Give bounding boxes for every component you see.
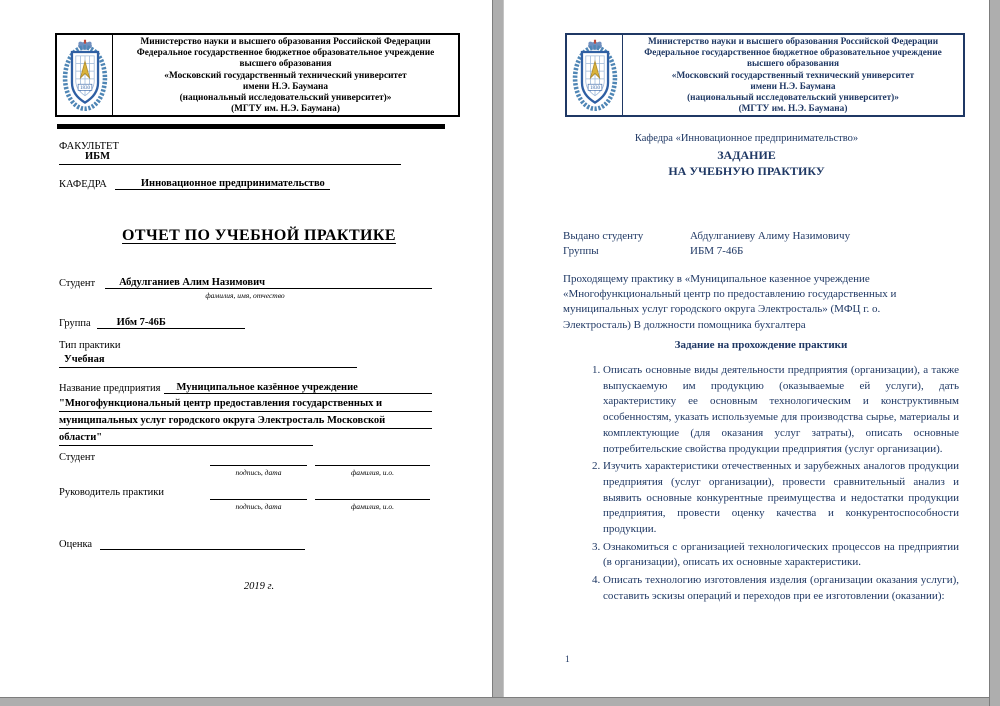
header-line: (национальный исследовательский университет)» — [179, 93, 392, 104]
university-header-text — [113, 35, 458, 115]
grade-row — [59, 536, 305, 550]
tasks-title: Задание на прохождение практики — [674, 339, 848, 351]
task-item: 3. Ознакомиться с организацией технологических процессов на предприятии (в организации), описать их основные характеристики. — [603, 540, 959, 571]
header-line: имени Н.Э. Баумана — [242, 81, 329, 92]
supervisor-signature-line — [210, 486, 307, 500]
signature-hint: подпись, дата — [235, 502, 282, 511]
logo-cell — [57, 35, 113, 115]
faculty-label: ФАКУЛЬТЕТ — [59, 141, 119, 152]
svg-text:1830: 1830 — [589, 86, 600, 92]
report-title-page — [0, 0, 492, 697]
group-row — [59, 315, 245, 329]
header-line: Министерство науки и высшего образования Российской Федерации — [140, 37, 431, 47]
header-line: (МГТУ им. Н.Э. Баумана) — [738, 104, 848, 115]
group-label: Группы — [563, 245, 599, 257]
company-value-line3: муниципальных услуг городского округа Электросталь Московской — [59, 415, 432, 429]
company-label: Название предприятия — [59, 383, 161, 394]
header-line: Федеральное государственное бюджетное образовательное учреждение — [136, 48, 435, 59]
department-label: КАФЕДРА — [59, 179, 107, 190]
university-header-text — [623, 35, 963, 115]
name-hint: фамилия, и.о. — [350, 502, 395, 511]
grade-label: Оценка — [59, 539, 93, 550]
task-item: 2. Изучить характеристики отечественных и зарубежных аналогов продукции предприятия (услуг организации), провести сравнительный анализ и выявить основные конкурентные преимущества и недостатки продукции предприятия, провести оценку качества и конкурентоспособности продукции. — [603, 459, 959, 538]
company-value-line2: "Многофункциональный центр предоставления государственных и — [59, 398, 432, 412]
header-line: (национальный исследовательский университет)» — [687, 93, 899, 104]
issued-value: Абдулганиеву Алиму Назимовичу — [690, 230, 851, 242]
header-line: Министерство науки и высшего образования Российской Федерации — [647, 37, 939, 47]
page-divider — [492, 0, 504, 706]
student-row — [59, 275, 432, 289]
logo-cell — [567, 35, 623, 115]
company-value-line4: области" — [59, 432, 313, 446]
practice-type-value-line — [59, 354, 357, 368]
student-label: Студент — [59, 278, 96, 289]
assignment-title-line1: ЗАДАНИЕ — [717, 148, 776, 162]
issued-row — [563, 230, 963, 242]
report-title: ОТЧЕТ ПО УЧЕБНОЙ ПРАКТИКЕ — [122, 227, 396, 244]
header-line: «Московский государственный технический университет — [671, 70, 915, 81]
sign-supervisor-label: Руководитель практики — [59, 487, 165, 498]
practice-type-label: Тип практики — [59, 340, 121, 351]
department-row — [59, 176, 330, 190]
name-hint: фамилия, и.о. — [350, 468, 395, 477]
page-number: 1 — [565, 655, 570, 665]
practice-intro: Проходящему практику в «Муниципальное казенное учреждение «Многофункциональный центр по предоставлению государственных и муниципальных услуг городского округа Электросталь» (МФЦ г. о. Электросталь) В должности помощника бухгалтера — [563, 273, 897, 331]
group-row — [563, 245, 963, 257]
bauman-university-emblem-icon — [62, 38, 108, 112]
viewer-bottom-edge — [0, 697, 1000, 706]
university-header-table — [55, 33, 460, 117]
assignment-page — [504, 0, 989, 697]
task-item: 1. Описать основные виды деятельности предприятия (организации), а также выпускаемую им продукцию (оказываемые ей услуги), дать характеристику ее основным технологическим и конструктивным особенностям, указать используемые для производства сырье, материалы и комплектующие (для оказания услуг затраты), описать основные потребительские свойства продукции предприятия (услуг организации). — [603, 363, 959, 457]
practice-type-value: Учебная — [64, 354, 105, 365]
header-separator-bar — [57, 124, 445, 129]
header-line: высшего образования — [239, 59, 332, 70]
header-line: (МГТУ им. Н.Э. Баумана) — [231, 104, 340, 115]
header-line: имени Н.Э. Баумана — [750, 81, 836, 92]
svg-text:1830: 1830 — [79, 86, 90, 92]
task-item: 4. Описать технологию изготовления изделия (организации оказания услуги), составить эскизы операций и переходов при ее изготовлении (оказании): — [603, 573, 959, 604]
assignment-title-line2: НА УЧЕБНУЮ ПРАКТИКУ — [668, 164, 825, 178]
faculty-value-line — [59, 151, 401, 165]
header-line: высшего образования — [747, 59, 839, 70]
student-value: Абдулганиев Алим Назимович — [105, 277, 432, 289]
issued-label: Выдано студенту — [563, 230, 644, 242]
grade-value-line — [100, 549, 305, 550]
bauman-university-emblem-icon — [572, 38, 618, 112]
university-header-table — [565, 33, 965, 117]
supervisor-name-line — [315, 486, 430, 500]
signature-hint: подпись, дата — [235, 468, 282, 477]
header-line: «Московский государственный технический университет — [164, 70, 407, 81]
viewer-right-edge — [989, 0, 1000, 706]
group-value: ИБМ 7-46Б — [690, 245, 744, 257]
company-row — [59, 380, 432, 394]
company-value-line1: Муниципальное казённое учреждение — [164, 382, 432, 394]
group-value: Ибм 7-46Б — [97, 317, 245, 329]
department-value: Инновационное предпринимательство — [115, 178, 330, 190]
sign-student-label: Студент — [59, 452, 96, 463]
group-label: Группа — [59, 318, 91, 329]
student-signature-line — [210, 452, 307, 466]
year-line: 2019 г. — [243, 581, 275, 592]
student-hint: фамилия, имя, отчество — [205, 291, 285, 300]
faculty-value: ИБМ — [85, 151, 111, 162]
header-line: Федеральное государственное бюджетное образовательное учреждение — [644, 48, 942, 59]
student-name-line — [315, 452, 430, 466]
department-line: Кафедра «Инновационное предпринимательство» — [634, 133, 859, 144]
tasks-list — [563, 363, 959, 607]
